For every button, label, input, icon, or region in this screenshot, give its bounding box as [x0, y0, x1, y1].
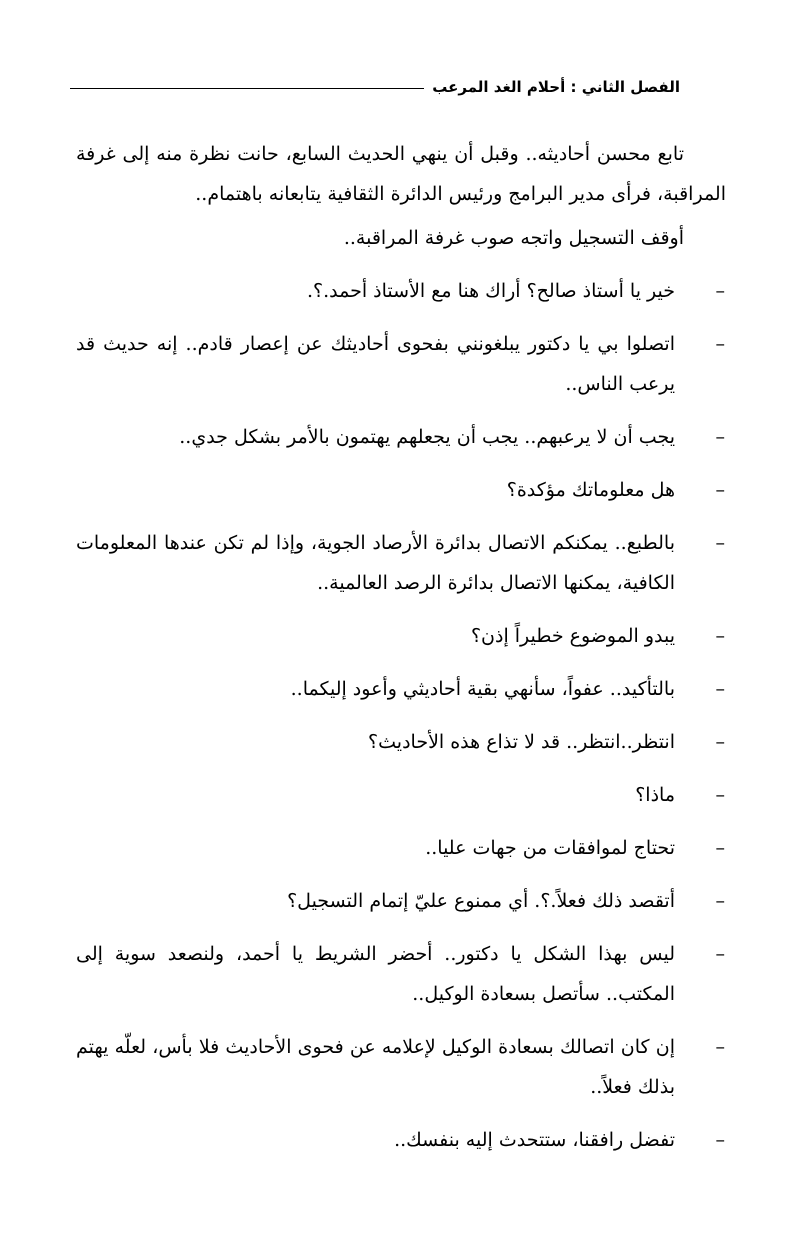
dialogue-line	[76, 828, 726, 868]
dialogue-dash: –	[715, 943, 725, 965]
dialogue-line	[76, 669, 726, 709]
dialogue-dash: –	[715, 731, 725, 753]
dialogue-line	[76, 722, 726, 762]
dialogue-line	[76, 881, 726, 921]
dialogue-dash: –	[715, 333, 725, 355]
dialogue-dash: –	[715, 1036, 725, 1058]
dialogue-text: تحتاج لموافقات من جهات عليا..	[425, 837, 675, 859]
dialogue-text: هل معلوماتك مؤكدة؟	[506, 479, 675, 501]
dialogue-dash: –	[715, 426, 725, 448]
running-header	[70, 78, 680, 96]
dialogue-line	[76, 934, 726, 1014]
dialogue-line	[76, 470, 726, 510]
dialogue-text: ماذا؟	[635, 784, 675, 806]
dialogue-line	[76, 775, 726, 815]
dialogue-text: اتصلوا بي يا دكتور يبلغونني بفحوى أحاديثك عن إعصار قادم.. إنه حديث قد يرعب الناس..	[76, 333, 675, 395]
dialogue-dash: –	[715, 837, 725, 859]
dialogue-text: ليس بهذا الشكل يا دكتور.. أحضر الشريط يا أحمد، ولنصعد سوية إلى المكتب.. سأتصل بسعادة الوكيل..	[76, 943, 675, 1005]
header-rule	[70, 88, 424, 89]
dialogue-line	[76, 417, 726, 457]
narration-paragraph: أوقف التسجيل واتجه صوب غرفة المراقبة..	[343, 227, 684, 249]
dialogue-dash: –	[715, 532, 725, 554]
dialogue-dash: –	[715, 784, 725, 806]
dialogue-dash: –	[715, 479, 725, 501]
dialogue-text: أتقصد ذلك فعلاً.؟. أي ممنوع عليّ إتمام التسجيل؟	[287, 890, 675, 912]
dialogue-dash: –	[715, 625, 725, 647]
dialogue-text: يجب أن لا يرعبهم.. يجب أن يجعلهم يهتمون بالأمر بشكل جدي..	[179, 426, 675, 448]
dialogue-text: انتظر..انتظر.. قد لا تذاع هذه الأحاديث؟	[368, 731, 675, 753]
dialogue-line	[76, 1027, 726, 1107]
dialogue-dash: –	[715, 280, 725, 302]
dialogue-dash: –	[715, 890, 725, 912]
dialogue-line	[76, 523, 726, 603]
dialogue-text: إن كان اتصالك بسعادة الوكيل لإعلامه عن فحوى الأحاديث فلا بأس، لعلّه يهتم بذلك فعلاً..	[76, 1036, 675, 1098]
dialogue-text: خير يا أستاذ صالح؟ أراك هنا مع الأستاذ أحمد.؟.	[307, 280, 675, 302]
dialogue-line	[76, 271, 726, 311]
narration-paragraph: تابع محسن أحاديثه.. وقبل أن ينهي الحديث السابع، حانت نظرة منه إلى غرفة المراقبة، فرأى مدير البرامج ورئيس الدائرة الثقافية يتابعانه باهتمام..	[76, 143, 726, 205]
chapter-title: الفصل الثاني : أحلام الغد المرعب	[432, 78, 680, 96]
dialogue-line	[76, 324, 726, 404]
page-body	[76, 134, 726, 1160]
dialogue-text: بالطبع.. يمكنكم الاتصال بدائرة الأرصاد الجوية، وإذا لم تكن عندها المعلومات الكافية، يمكنها الاتصال بدائرة الرصد العالمية..	[76, 532, 675, 594]
dialogue-line	[76, 616, 726, 656]
dialogue-dash: –	[715, 678, 725, 700]
dialogue-text: تفضل رافقنا، ستتحدث إليه بنفسك..	[394, 1129, 675, 1151]
dialogue-text: بالتأكيد.. عفواً، سأنهي بقية أحاديثي وأعود إليكما..	[290, 678, 675, 700]
dialogue-text: يبدو الموضوع خطيراً إذن؟	[470, 625, 675, 647]
dialogue-line	[76, 1120, 726, 1160]
dialogue-dash: –	[715, 1129, 725, 1151]
